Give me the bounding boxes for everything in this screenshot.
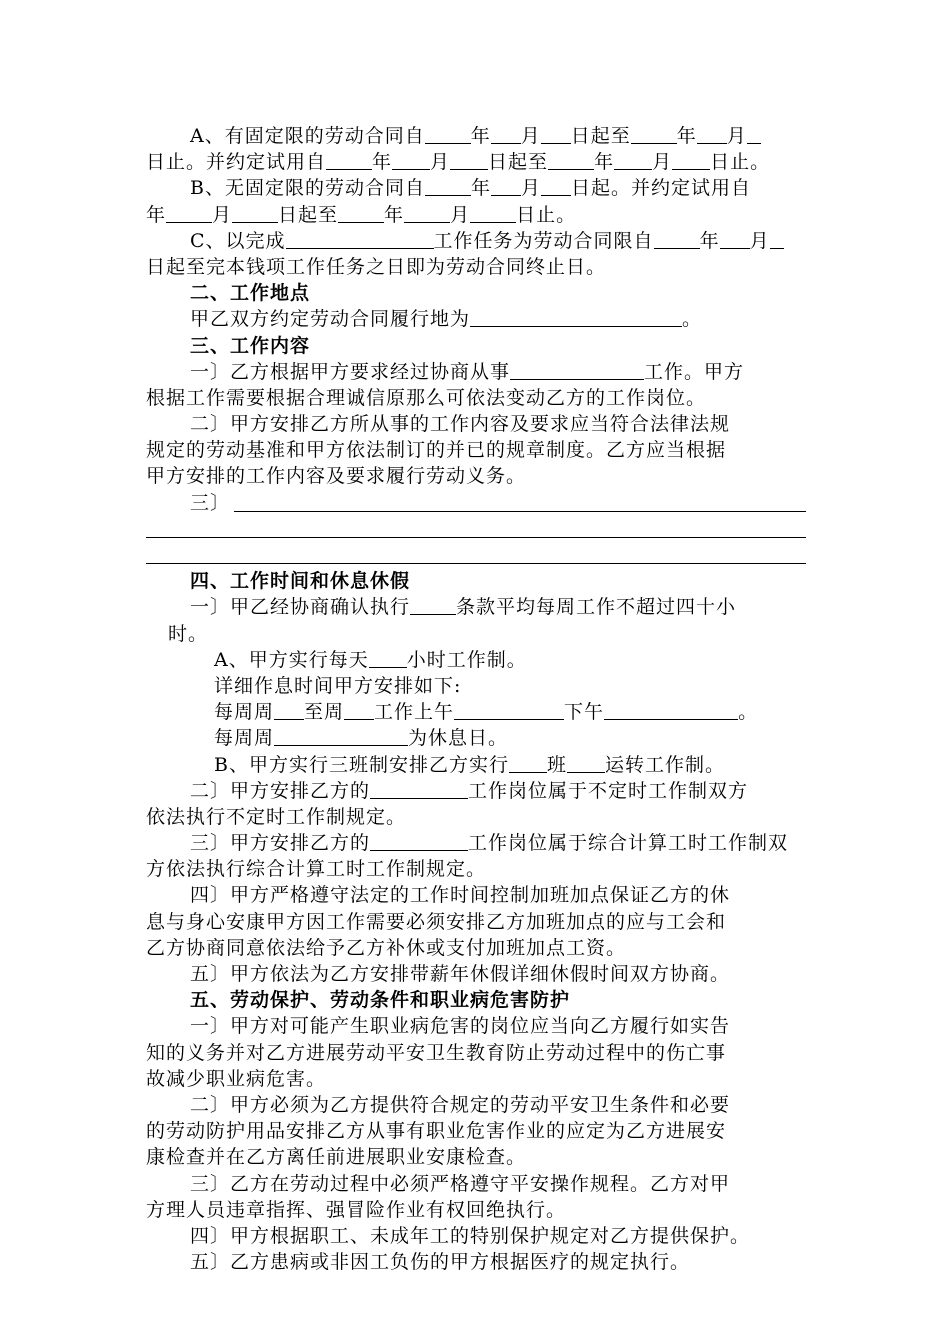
schedule-intro-line: 详细作息时间甲方安排如下:: [214, 674, 462, 697]
protection-2-line-2: 的劳动防护用品安排乙方从事有职业危害作业的应定为乙方进展安: [146, 1120, 727, 1143]
content-2-line-1: 二〕甲方安排乙方所从事的工作内容及要求应当符合法律法规: [190, 413, 731, 436]
hours-1-line-1: 一〕甲乙经协商确认执行 条款平均每周工作不超过四十小: [190, 596, 737, 619]
content-1-line-1: 一〕乙方根据甲方要求经过协商从事 工作。甲方: [190, 360, 745, 383]
clause-b-line-2: 年 月 日起至 年 月 日止。: [146, 203, 577, 226]
content-1-line-2: 根据工作需要根据合理诚信原那么可依法变动乙方的工作岗位。: [146, 386, 707, 409]
section-5-heading: 五、劳动保护、劳动条件和职业病危害防护: [190, 989, 571, 1012]
hours-2-line-1: 二〕甲方安排乙方的 工作岗位属于不定时工作制双方: [190, 779, 749, 802]
hours-b-line: B、甲方实行三班制安排乙方实行 班 运转工作制。: [214, 753, 725, 776]
protection-2-line-3: 康检查并在乙方离任前进展职业安康检查。: [146, 1146, 527, 1169]
workplace-line: 甲乙双方约定劳动合同履行地为 。: [190, 308, 703, 331]
protection-2-line-1: 二〕甲方必须为乙方提供符合规定的劳动平安卫生条件和必要: [190, 1093, 731, 1116]
content-2-line-3: 甲方安排的工作内容及要求履行劳动义务。: [146, 465, 527, 488]
clause-c-line-1: C、以完成 工作任务为劳动合同限自 年 月: [146, 228, 806, 254]
section-3-heading: 三、工作内容: [190, 334, 311, 357]
protection-3-line-2: 方理人员违章指挥、强冒险作业有权回绝执行。: [146, 1198, 567, 1221]
clause-a-line-1: A、有固定限的劳动合同自 年 月 日起至 年 月: [146, 123, 806, 149]
hours-4-line-2: 息与身心安康甲方因工作需要必须安排乙方加班加点的应与工会和: [146, 910, 727, 933]
section-4-heading: 四、工作时间和休息休假: [190, 570, 411, 593]
clause-b-line-1: B、无固定限的劳动合同自 年 月 日起。并约定试用自: [190, 177, 752, 200]
hours-4-line-3: 乙方协商同意依法给予乙方补休或支付加班加点工资。: [146, 936, 627, 959]
hours-4-line-1: 四〕甲方严格遵守法定的工作时间控制加班加点保证乙方的休: [190, 884, 731, 907]
hours-2-line-2: 依法执行不定时工作制规定。: [146, 805, 407, 828]
content-2-line-2: 规定的劳动基准和甲方依法制订的并已的规章制度。乙方应当根据: [146, 439, 727, 462]
hours-1-line-2: 时。: [168, 622, 209, 645]
section-2-heading: 二、工作地点: [190, 282, 311, 305]
hours-5-line: 五〕甲方依法为乙方安排带薪年休假详细休假时间双方协商。: [190, 963, 731, 985]
protection-4-line: 四〕甲方根据职工、未成年工的特别保护规定对乙方提供保护。: [190, 1224, 751, 1247]
hours-a-line: A、甲方实行每天 小时工作制。: [214, 648, 527, 671]
protection-1-line-2: 知的义务并对乙方进展劳动平安卫生教育防止劳动过程中的伤亡事: [146, 1041, 727, 1064]
clause-c-line-2: 日起至完本钱项工作任务之日即为劳动合同终止日。: [146, 255, 607, 278]
protection-5-line: 五〕乙方患病或非因工负伤的甲方根据医疗的规定执行。: [190, 1251, 691, 1274]
protection-1-line-3: 故减少职业病危害。: [146, 1067, 327, 1090]
contract-page: [146, 123, 806, 1275]
schedule-line-1: 每周周 至周 工作上午 下午 。: [214, 701, 759, 724]
protection-1-line-1: 一〕甲方对可能产生职业病危害的岗位应当向乙方履行如实告: [190, 1015, 731, 1038]
hours-3-line-1: 三〕甲方安排乙方的 工作岗位属于综合计算工时工作制双: [190, 832, 789, 855]
blank-rule-2: [146, 542, 806, 568]
content-3-line: 三〕: [146, 490, 806, 516]
protection-3-line-1: 三〕乙方在劳动过程中必须严格遵守平安操作规程。乙方对甲: [190, 1172, 731, 1195]
schedule-line-2: 每周周 为休息日。: [214, 727, 509, 750]
blank-rule-1: [146, 516, 806, 542]
hours-3-line-2: 方依法执行综合计算工时工作制规定。: [146, 858, 487, 881]
clause-a-line-2: 日止。并约定试用自 年 月 日起至 年 月 日止。: [146, 151, 771, 174]
fill-in-line: [234, 511, 806, 512]
